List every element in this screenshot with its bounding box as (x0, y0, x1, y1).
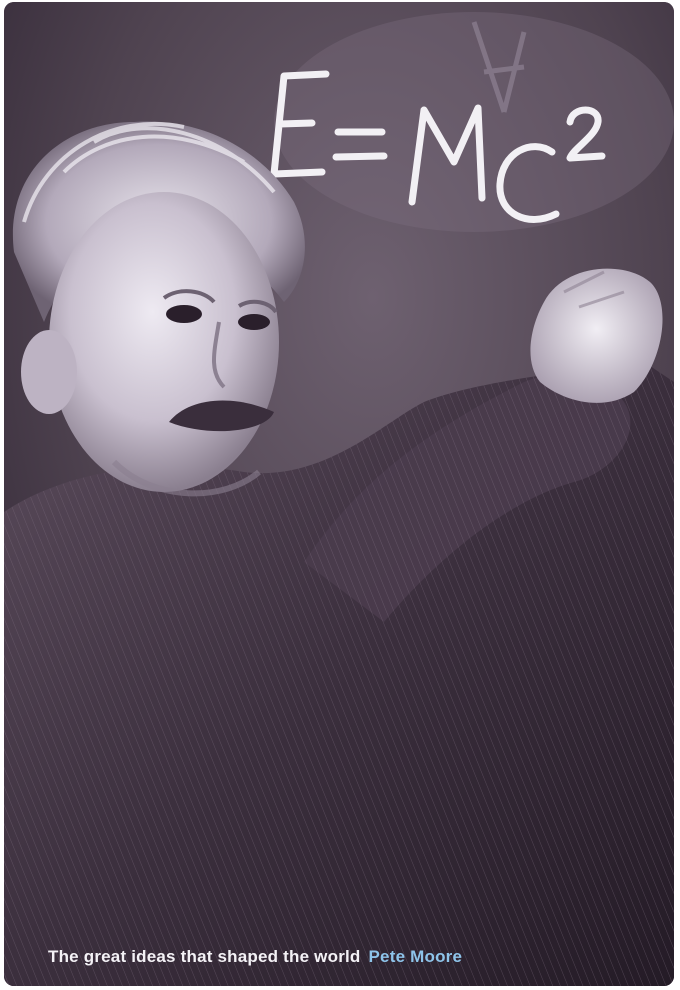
cover-photo (4, 2, 674, 986)
book-cover (4, 2, 674, 986)
cover-author: Pete Moore (368, 947, 463, 966)
cover-tagline: The great ideas that shaped the world (48, 947, 361, 966)
cover-caption (48, 947, 462, 967)
